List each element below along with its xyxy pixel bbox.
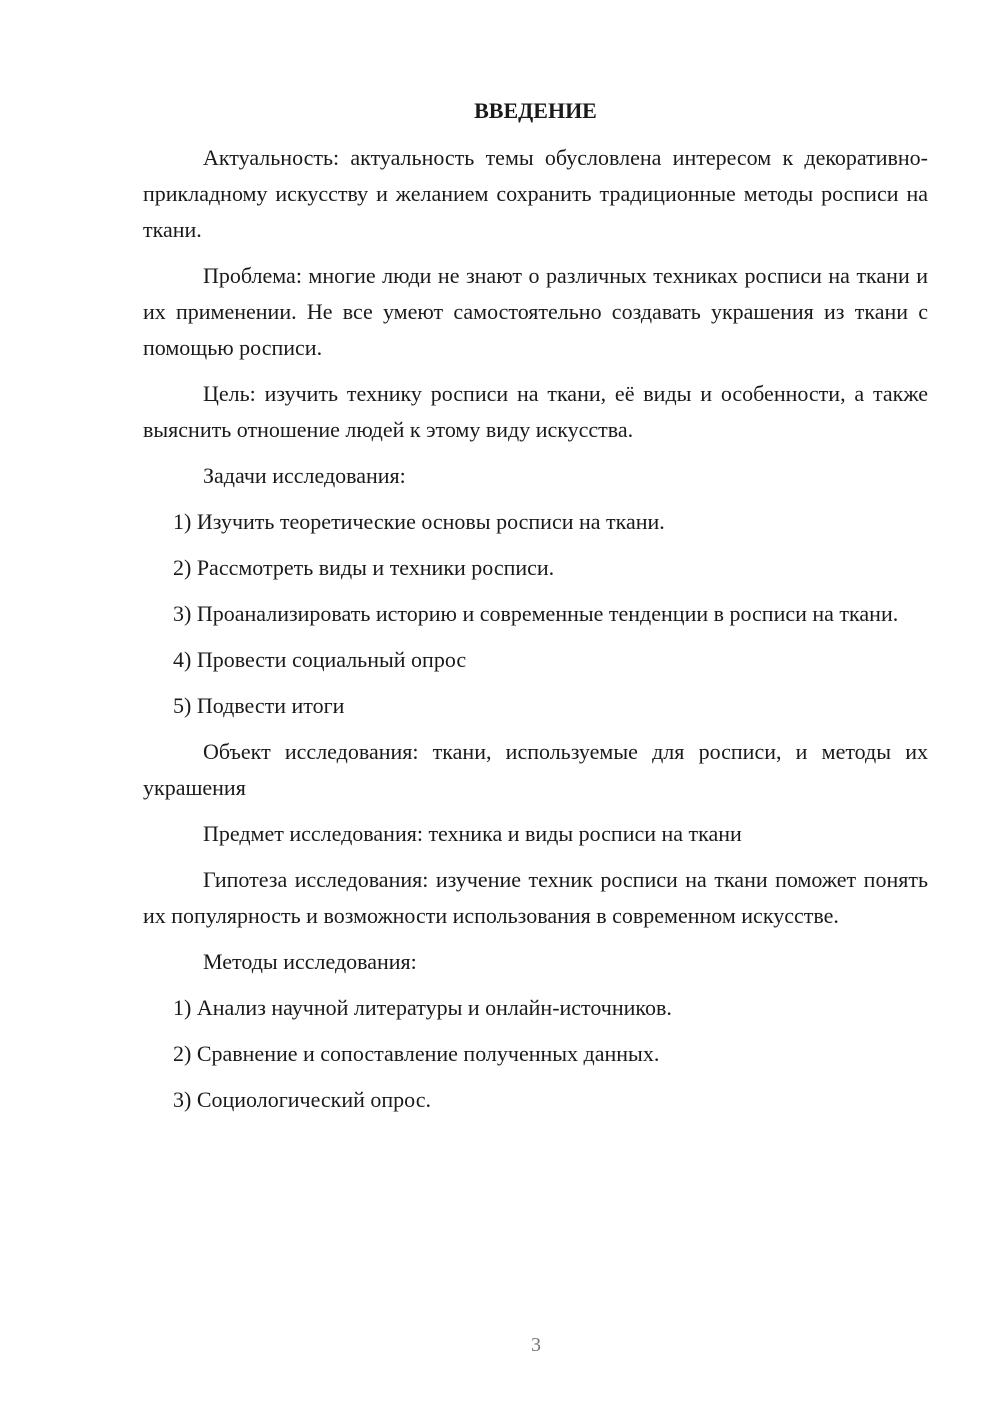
paragraph-methods-heading: Методы исследования: bbox=[203, 949, 417, 974]
list-item-method-2: 2) Сравнение и сопоставление полученных данных. bbox=[173, 1041, 660, 1066]
paragraph-hypothesis: Гипотеза исследования: изучение техник росписи на ткани поможет понять их популярность и возможности использования в современном искусстве. bbox=[143, 867, 928, 928]
list-item-task-4: 4) Провести социальный опрос bbox=[173, 647, 467, 672]
section-title: ВВЕДЕНИЕ bbox=[474, 98, 597, 123]
list-item-task-5: 5) Подвести итоги bbox=[173, 693, 345, 718]
paragraph-subject: Предмет исследования: техника и виды росписи на ткани bbox=[203, 821, 742, 846]
list-item-method-3: 3) Социологический опрос. bbox=[173, 1087, 431, 1112]
paragraph-goal: Цель: изучить технику росписи на ткани, её виды и особенности, а также выяснить отношение людей к этому виду искусства. bbox=[143, 381, 928, 442]
paragraph-tasks-heading: Задачи исследования: bbox=[203, 463, 406, 488]
list-item-task-1: 1) Изучить теоретические основы росписи на ткани. bbox=[173, 509, 665, 534]
paragraph-problem: Проблема: многие люди не знают о различных техниках росписи на ткани и их применении. Не все умеют самостоятельно создавать украшения из ткани с помощью росписи. bbox=[143, 263, 928, 360]
list-item-task-3: 3) Проанализировать историю и современные тенденции в росписи на ткани. bbox=[173, 601, 899, 626]
page-number: 3 bbox=[531, 1334, 541, 1356]
list-item-method-1: 1) Анализ научной литературы и онлайн-источников. bbox=[173, 995, 672, 1020]
paragraph-relevance: Актуальность: актуальность темы обусловлена интересом к декоративно-прикладному искусству и желанием сохранить традиционные методы росписи на ткани. bbox=[143, 145, 928, 242]
page-content bbox=[143, 96, 928, 1128]
paragraph-object: Объект исследования: ткани, используемые для росписи, и методы их украшения bbox=[143, 739, 928, 800]
list-item-task-2: 2) Рассмотреть виды и техники росписи. bbox=[173, 555, 555, 580]
